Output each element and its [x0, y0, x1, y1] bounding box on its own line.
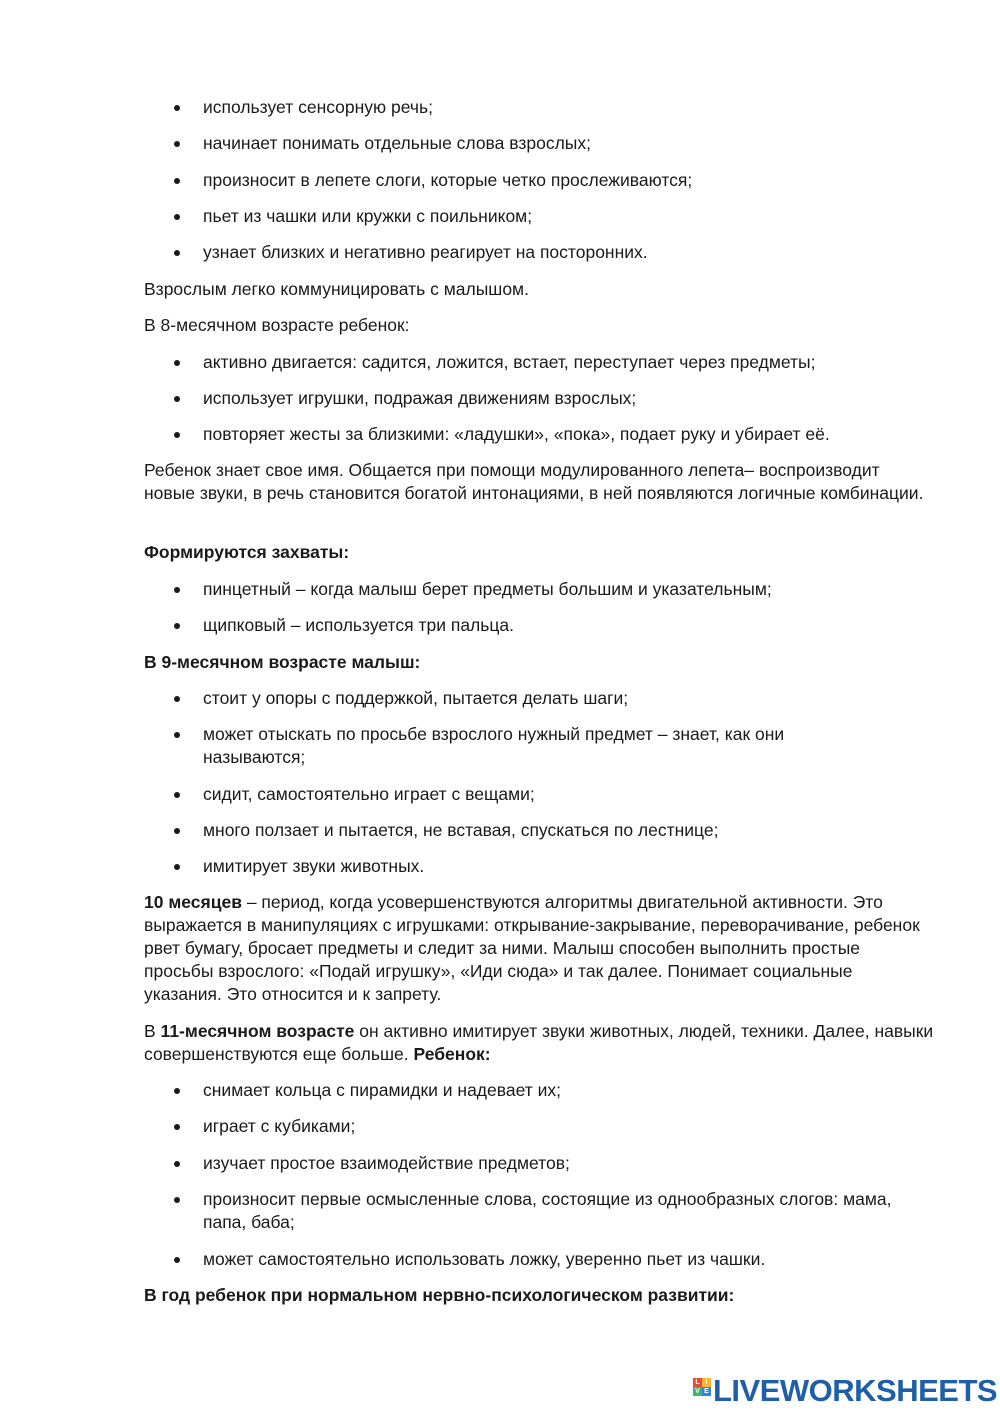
paragraph-name: Ребенок знает свое имя. Общается при помощи модулированного лепета– воспроизводит новые звуки, в речь становится богатой интонациями, в ней появляются логичные комбинации.	[144, 460, 924, 503]
logo-letter: I	[702, 1378, 711, 1387]
paragraph-10-month	[144, 891, 934, 1006]
logo-letter: E	[702, 1387, 711, 1396]
list-item: использует сенсорную речь;	[203, 96, 903, 119]
list-item: может самостоятельно использовать ложку, уверенно пьет из чашки.	[203, 1248, 903, 1271]
liveworksheets-mark-icon	[693, 1378, 711, 1404]
list-item: использует игрушки, подражая движениям взрослых;	[203, 387, 903, 410]
list-item: много ползает и пытается, не вставая, спускаться по лестнице;	[203, 819, 903, 842]
text-mid: он активно имитирует звуки животных, людей, техники. Далее, навыки совершенствуются еще больше.	[144, 1021, 934, 1064]
text-10-month: – период, когда усовершенствуются алгоритмы двигательной активности. Это выражается в манипуляциях с игрушками: открывание-закрывание, переворачивание, ребенок рвет бумагу, бросает предметы и следит за ними. Малыш способен выполнить простые просьбы взрослого: «Подай игрушку», «Иди сюда» и так далее. Понимает социальные указания. Это относится и к запрету.	[144, 892, 920, 1004]
list-item: сидит, самостоятельно играет с вещами;	[203, 783, 903, 806]
liveworksheets-logo[interactable]	[693, 1373, 998, 1408]
bold-11-month: 11-месячном возрасте	[160, 1021, 355, 1041]
list-item: узнает близких и негативно реагирует на посторонних.	[203, 241, 903, 264]
list-item: пинцетный – когда малыш берет предметы большим и указательным;	[203, 578, 903, 601]
paragraph-11-month	[144, 1020, 934, 1066]
bold-10-month: 10 месяцев	[144, 892, 242, 912]
list-item: стоит у опоры с поддержкой, пытается делать шаги;	[203, 687, 903, 710]
list-item: изучает простое взаимодействие предметов;	[203, 1152, 903, 1175]
paragraph-8-month: В 8-месячном возрасте ребенок:	[144, 315, 410, 335]
list-item: пьет из чашки или кружки с поильником;	[203, 205, 903, 228]
list-item: повторяет жесты за близкими: «ладушки», «пока», подает руку и убирает её.	[203, 423, 903, 446]
list-item: может отыскать по просьбе взрослого нужный предмет – знает, как они называются;	[203, 723, 843, 769]
list-item: играет с кубиками;	[203, 1115, 903, 1138]
list-item: снимает кольца с пирамидки и надевает их;	[203, 1079, 903, 1102]
text-pre: В	[144, 1021, 161, 1041]
heading-year: В год ребенок при нормальном нервно-психологическом развитии:	[144, 1285, 735, 1305]
list-item: произносит первые осмысленные слова, состоящие из однообразных слогов: мама, папа, баба;	[203, 1189, 892, 1232]
logo-letter: L	[693, 1378, 702, 1387]
heading-9-month: В 9-месячном возрасте малыш:	[144, 652, 421, 672]
logo-letter: V	[693, 1387, 702, 1396]
paragraph-adults: Взрослым легко коммуницировать с малышом.	[144, 279, 529, 299]
heading-grips: Формируются захваты:	[144, 542, 350, 562]
bold-child: Ребенок:	[413, 1044, 491, 1064]
list-item: произносит в лепете слоги, которые четко прослеживаются;	[203, 169, 903, 192]
logo-text: LIVEWORKSHEETS	[713, 1373, 998, 1408]
list-item: имитирует звуки животных.	[203, 855, 903, 878]
list-item: начинает понимать отдельные слова взрослых;	[203, 132, 903, 155]
list-item: щипковый – используется три пальца.	[203, 614, 903, 637]
list-item: активно двигается: садится, ложится, встает, переступает через предметы;	[203, 351, 903, 374]
